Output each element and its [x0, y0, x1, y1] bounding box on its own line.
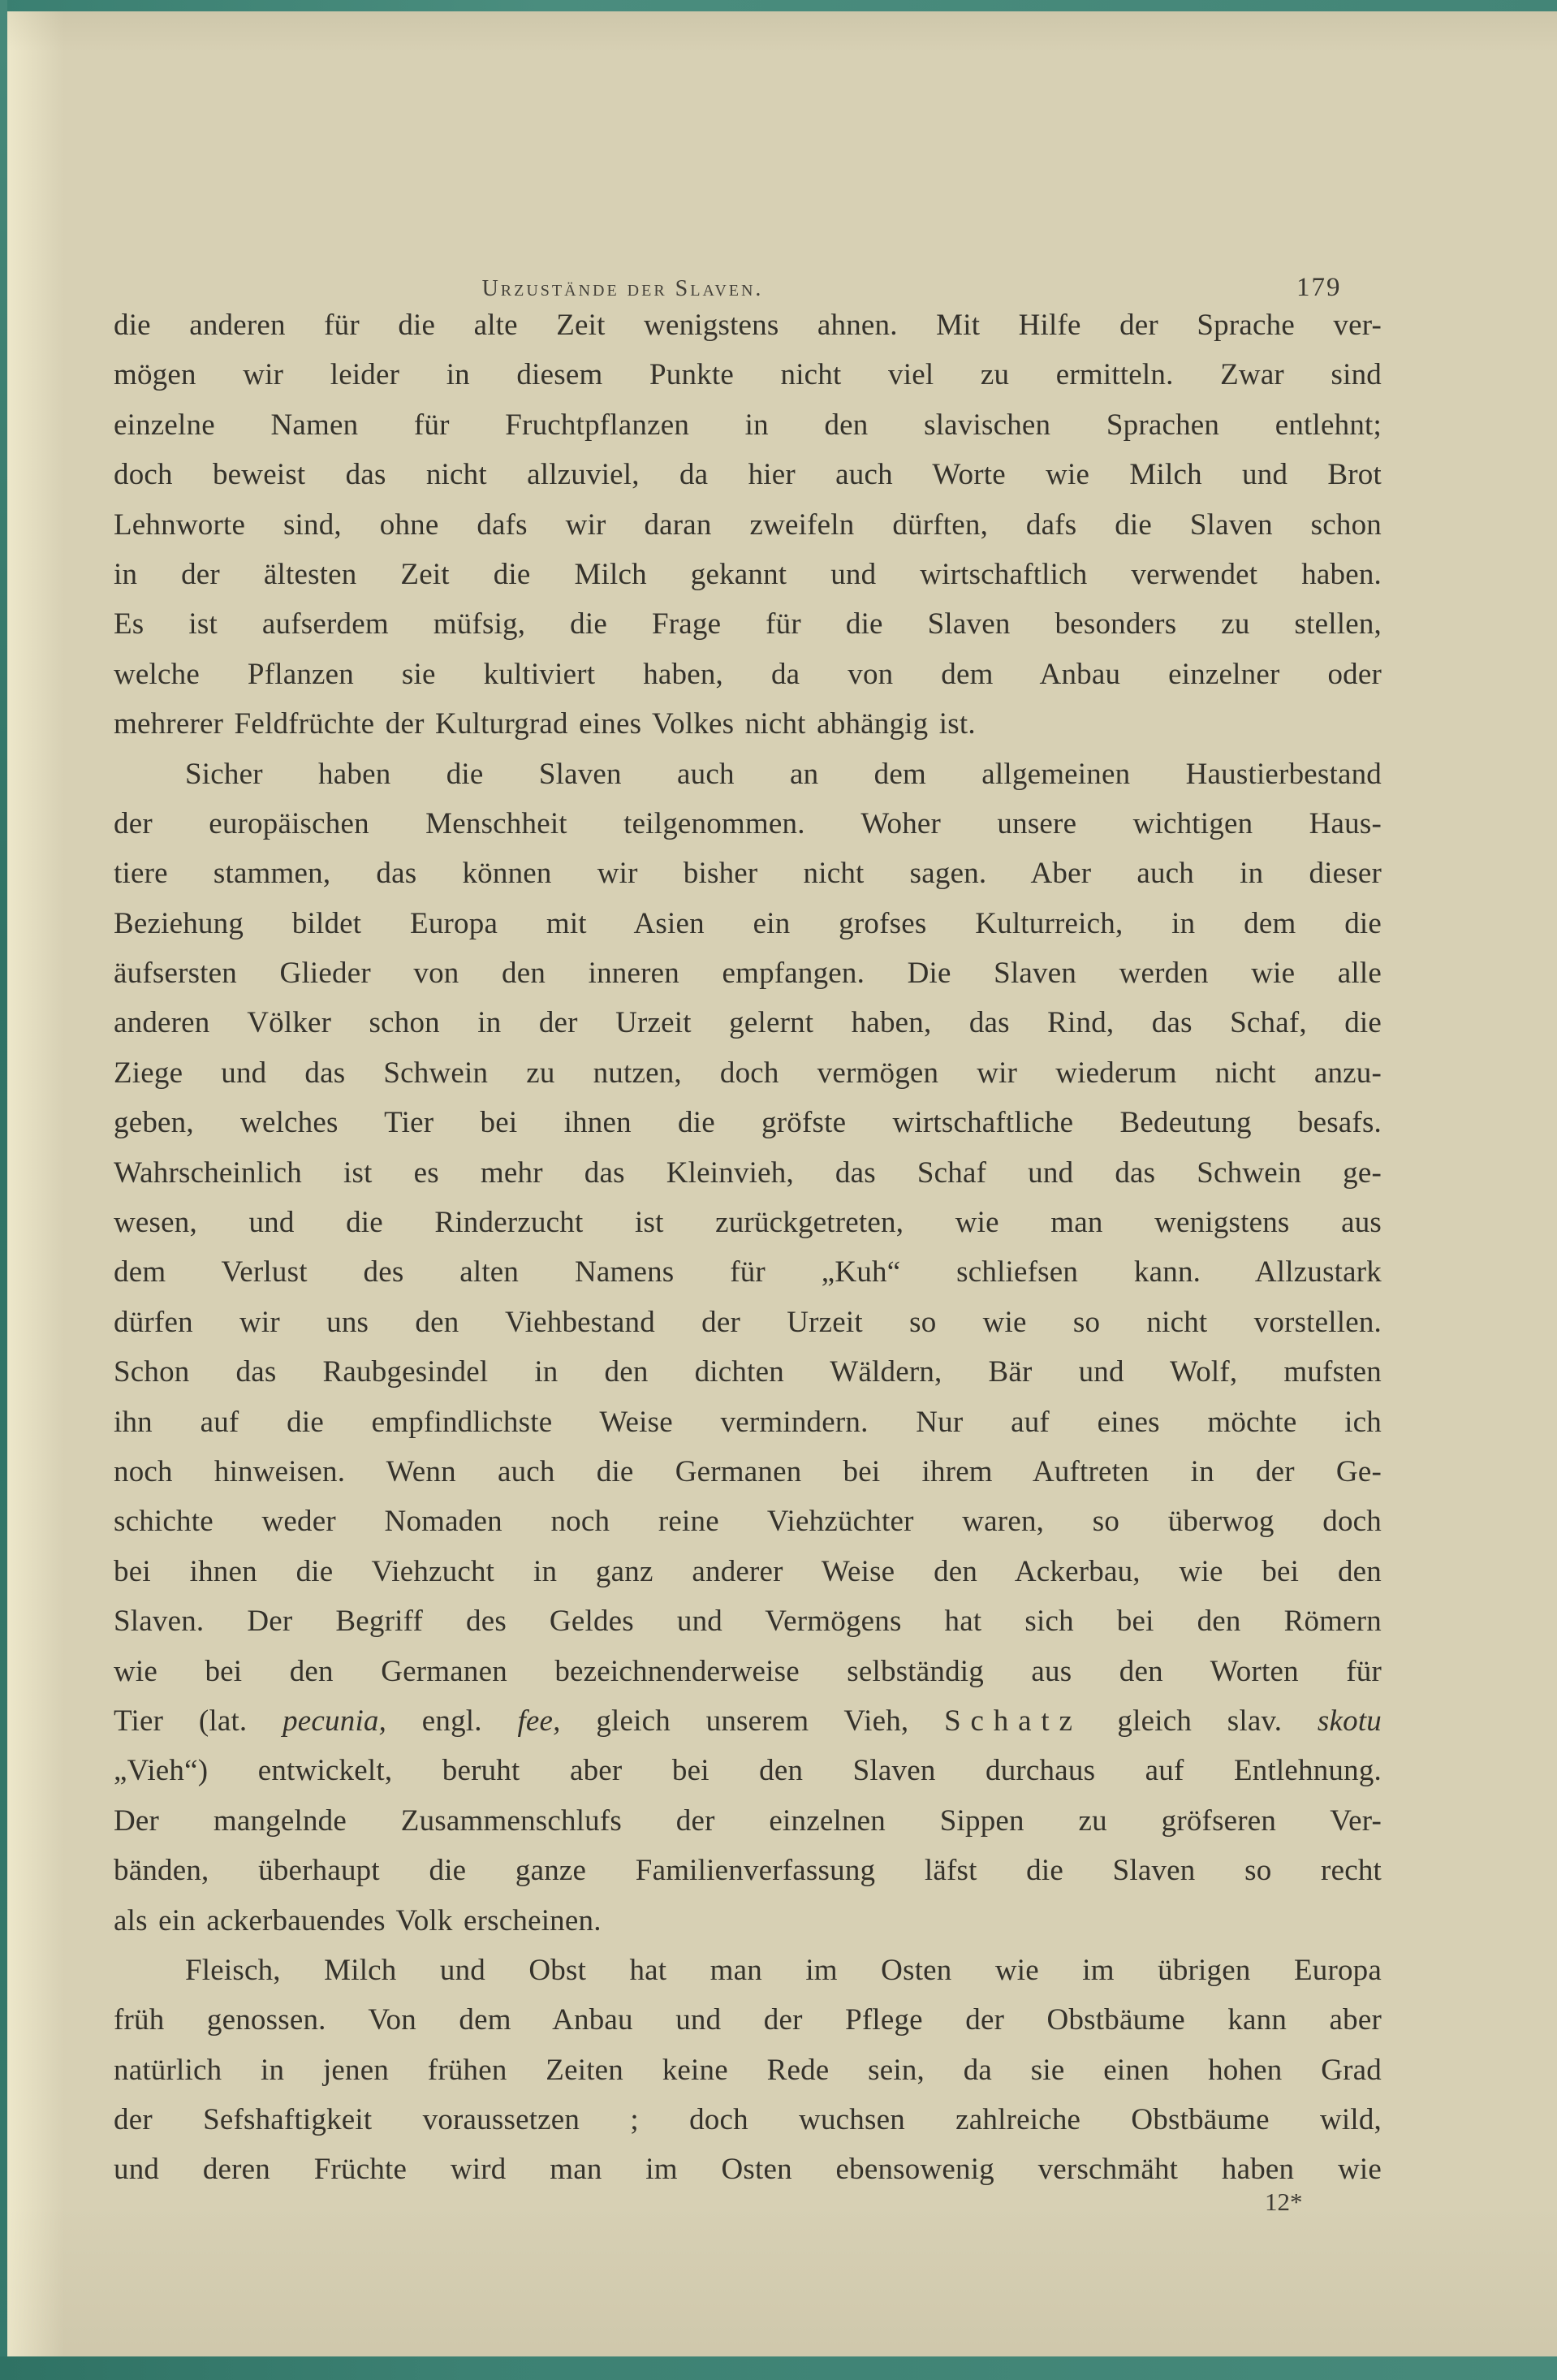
text-line: als ein ackerbauendes Volk erscheinen. — [114, 1903, 602, 1937]
text-line: doch beweist das nicht allzuviel, da hier auch Worte wie Milch und Brot — [114, 458, 1382, 492]
scanned-book-page — [7, 11, 1557, 2356]
text-line: welche Pflanzen sie kultiviert haben, da von dem Anbau einzelner oder — [114, 657, 1382, 691]
book-cover-edge-top — [0, 0, 1557, 11]
text-segment-spaced: Schatz — [944, 1704, 1082, 1738]
text-line: äufsersten Glieder von den inneren empfangen. Die Slaven werden wie alle — [114, 957, 1382, 991]
text-line: „Vieh“) entwickelt, beruht aber bei den Slaven durchaus auf Entlehnung. — [114, 1754, 1382, 1788]
text-line: dem Verlust des alten Namens für „Kuh“ schliefsen kann. Allzustark — [114, 1255, 1382, 1289]
text-line: dürfen wir uns den Viehbestand der Urzeit so wie so nicht vorstellen. — [114, 1305, 1382, 1339]
signature-mark: 12* — [1265, 2188, 1303, 2216]
text-segment-italic: fee, — [517, 1704, 561, 1738]
text-line: Slaven. Der Begriff des Geldes und Vermögens hat sich bei den Römern — [114, 1605, 1382, 1639]
text-line: Beziehung bildet Europa mit Asien ein grofses Kulturreich, in dem die — [114, 906, 1382, 940]
text-line: die anderen für die alte Zeit wenigstens ahnen. Mit Hilfe der Sprache ver- — [114, 309, 1382, 342]
text-line: mehrerer Feldfrüchte der Kulturgrad eines Volkes nicht abhängig ist. — [114, 707, 976, 741]
text-segment: gleich slav. — [1081, 1704, 1318, 1738]
book-cover-edge-bottom — [0, 2356, 1557, 2380]
text-block — [114, 300, 1382, 2195]
text-line: Es ist aufserdem müfsig, die Frage für die Slaven besonders zu stellen, — [114, 607, 1382, 641]
text-segment: engl. — [386, 1704, 518, 1738]
text-line: natürlich in jenen frühen Zeiten keine Rede sein, da sie einen hohen Grad — [114, 2053, 1382, 2087]
text-segment-italic: skotu — [1317, 1704, 1382, 1738]
text-segment: gleich unserem Vieh, — [560, 1704, 945, 1738]
text-line: Schon das Raubgesindel in den dichten Wäldern, Bär und Wolf, mufsten — [114, 1355, 1382, 1389]
text-line: und deren Früchte wird man im Osten ebensowenig verschmäht haben wie — [114, 2153, 1382, 2187]
text-line: Der mangelnde Zusammenschlufs der einzelnen Sippen zu gröfseren Ver- — [114, 1803, 1382, 1838]
text-line: der europäischen Menschheit teilgenommen. Woher unsere wichtigen Haus- — [114, 806, 1382, 840]
text-segment-italic: pecunia, — [283, 1704, 387, 1738]
text-line: wesen, und die Rinderzucht ist zurückgetreten, wie man wenigstens aus — [114, 1206, 1382, 1240]
text-line: bänden, überhaupt die ganze Familienverfassung läfst die Slaven so recht — [114, 1854, 1382, 1888]
text-line: anderen Völker schon in der Urzeit gelernt haben, das Rind, das Schaf, die — [114, 1006, 1382, 1040]
text-line: in der ältesten Zeit die Milch gekannt und wirtschaftlich verwendet haben. — [114, 557, 1382, 591]
text-segment: Tier (lat. — [114, 1704, 283, 1738]
text-line: Fleisch, Milch und Obst hat man im Osten wie im übrigen Europa — [185, 1953, 1382, 1987]
text-line: ihn auf die empfindlichste Weise vermindern. Nur auf eines möchte ich — [114, 1405, 1382, 1439]
text-line: Wahrscheinlich ist es mehr das Kleinvieh, das Schaf und das Schwein ge- — [114, 1155, 1382, 1190]
text-line: Sicher haben die Slaven auch an dem allgemeinen Haustierbestand — [185, 757, 1382, 791]
text-line: tiere stammen, das können wir bisher nicht sagen. Aber auch in dieser — [114, 857, 1382, 891]
text-line: noch hinweisen. Wenn auch die Germanen bei ihrem Auftreten in der Ge- — [114, 1454, 1382, 1488]
page-number: 179 — [1296, 273, 1342, 302]
text-line: Lehnworte sind, ohne dafs wir daran zweifeln dürften, dafs die Slaven schon — [114, 508, 1382, 542]
text-line: Ziege und das Schwein zu nutzen, doch vermögen wir wiederum nicht anzu- — [114, 1056, 1382, 1090]
text-line: mögen wir leider in diesem Punkte nicht viel zu ermitteln. Zwar sind — [114, 358, 1382, 392]
text-line: schichte weder Nomaden noch reine Viehzüchter waren, so überwog doch — [114, 1505, 1382, 1539]
text-line: bei ihnen die Viehzucht in ganz anderer Weise den Ackerbau, wie bei den — [114, 1554, 1382, 1588]
book-cover-edge-left — [0, 0, 7, 2380]
text-line: einzelne Namen für Fruchtpflanzen in den slavischen Sprachen entlehnt; — [114, 408, 1382, 442]
text-line: geben, welches Tier bei ihnen die gröfste wirtschaftliche Bedeutung besafs. — [114, 1106, 1382, 1140]
text-line: wie bei den Germanen bezeichnenderweise selbständig aus den Worten für — [114, 1654, 1382, 1688]
text-line: früh genossen. Von dem Anbau und der Pflege der Obstbäume kann aber — [114, 2003, 1382, 2037]
text-line — [114, 1696, 1382, 1746]
running-title: Urzustände der Slaven. — [481, 276, 764, 301]
text-line: der Sefshaftigkeit voraussetzen ; doch wuchsen zahlreiche Obstbäume wild, — [114, 2103, 1382, 2137]
